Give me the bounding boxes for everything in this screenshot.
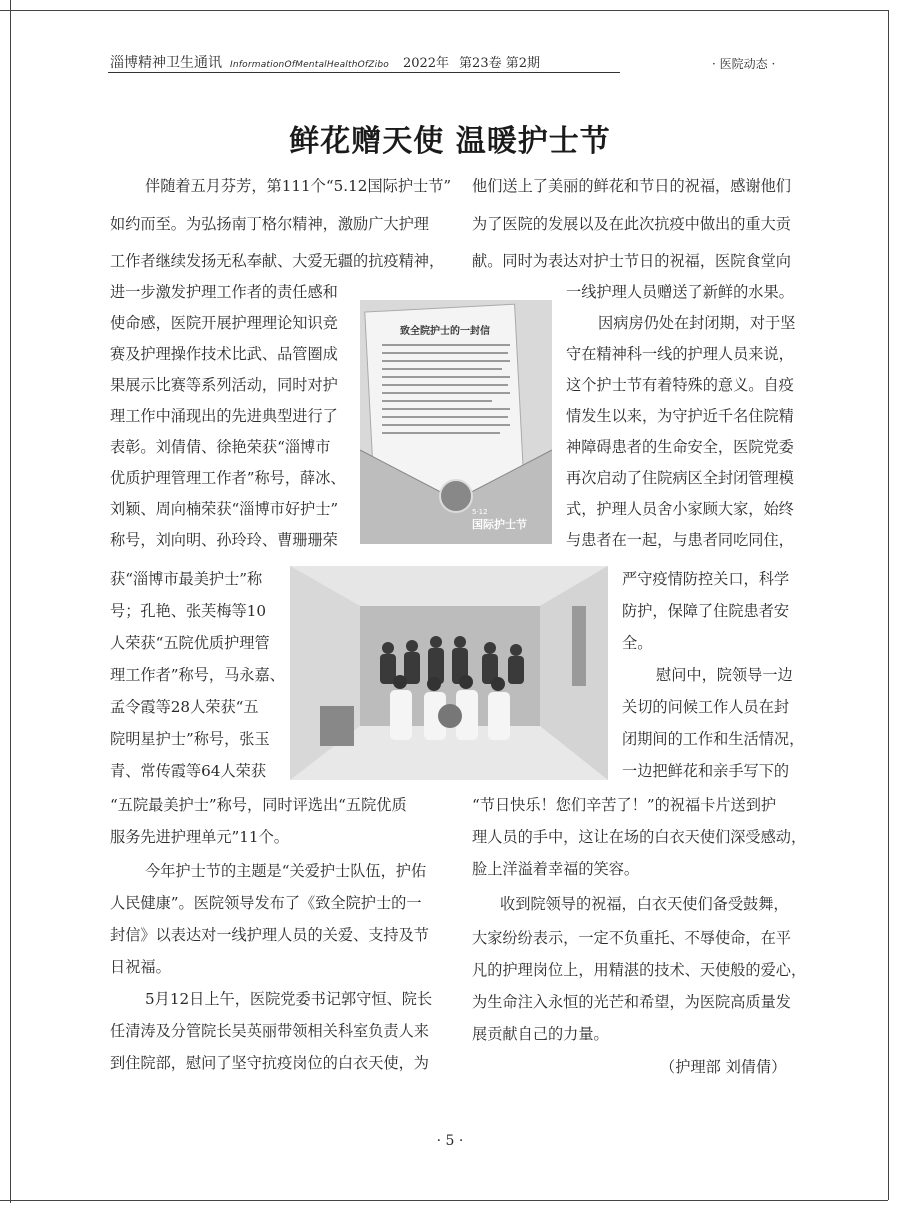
body-line: 如约而至。为弘扬南丁格尔精神，激励广大护理: [110, 215, 429, 233]
body-line: 大家纷纷表示，一定不负重托、不辱使命，在平: [472, 929, 791, 947]
body-line: 青、常传霞等64人荣获: [110, 762, 267, 780]
journal-volume-issue: 第23卷 第2期: [459, 56, 540, 71]
body-line: 称号，刘向明、孙玲玲、曹珊珊荣: [110, 531, 338, 549]
body-line: 展贡献自己的力量。: [472, 1025, 609, 1043]
body-line: 这个护士节有着特殊的意义。自疫: [566, 376, 794, 394]
body-line: 孟令霞等28人荣获“五: [110, 698, 259, 716]
body-line: 与患者在一起，与患者同吃同住，: [566, 531, 794, 549]
body-line: 式，护理人员舍小家顾大家，始终: [566, 500, 794, 518]
body-line: 因病房仍处在封闭期，对于坚: [598, 314, 796, 332]
flower-bouquet: [438, 704, 462, 728]
body-line: 严守疫情防控关口，科学: [622, 570, 790, 588]
body-line: 为生命注入永恒的光芒和希望，为医院高质量发: [472, 993, 791, 1011]
letter-heading: 致全院护士的一封信: [400, 326, 490, 337]
body-line: 5月12日上午，医院党委书记郭守恒、院长: [145, 990, 433, 1008]
header-rule: [108, 72, 620, 73]
body-line: 收到院领导的祝福，白衣天使们备受鼓舞，: [500, 895, 789, 913]
body-line: 进一步激发护理工作者的责任感和: [110, 283, 338, 301]
body-line: 凡的护理岗位上，用精湛的技术、天使般的爱心，: [472, 961, 807, 979]
page-border-left: [10, 0, 11, 1203]
page-number: · 5 ·: [436, 1133, 464, 1149]
body-line: 理工作者”称号，马永嘉、: [110, 666, 285, 684]
body-line: 服务先进护理单元”11个。: [110, 828, 289, 846]
body-line: 到住院部，慰问了坚守抗疫岗位的白衣天使，为: [110, 1054, 429, 1072]
body-line: 他们送上了美丽的鲜花和节日的祝福，感谢他们: [472, 177, 791, 195]
body-line: 人荣获“五院优质护理管: [110, 634, 270, 652]
body-line: 赛及护理操作技术比武、品管圈成: [110, 345, 338, 363]
body-line: 情发生以来，为守护近千名住院精: [566, 407, 794, 425]
body-line: 全。: [622, 634, 653, 652]
author-credit: （护理部 刘倩倩）: [660, 1058, 787, 1076]
letter-image: [360, 300, 552, 544]
body-line: 防护，保障了住院患者安: [622, 602, 790, 620]
page-border-right: [888, 10, 889, 1200]
page-border-top: [0, 10, 888, 11]
journal-title: 淄博精神卫生通讯: [110, 55, 222, 71]
body-line: 果展示比赛等系列活动，同时对护: [110, 376, 338, 394]
body-line: 刘颖、周向楠荣获“淄博市好护士”: [110, 500, 339, 518]
article-title: 鲜花赠天使 温暖护士节: [289, 124, 611, 159]
body-line: 工作者继续发扬无私奉献、大爱无疆的抗疫精神，: [110, 252, 445, 270]
section-label: · 医院动态 ·: [712, 57, 776, 71]
body-line: 今年护士节的主题是“关爱护士队伍，护佑: [145, 862, 427, 880]
body-line: 人民健康”。医院领导发布了《致全院护士的一: [110, 894, 422, 912]
body-line: 为了医院的发展以及在此次抗疫中做出的重大贡: [472, 215, 791, 233]
body-line: 优质护理管理工作者”称号，薛冰、: [110, 469, 346, 487]
body-line: 再次启动了住院病区全封闭管理模: [566, 469, 794, 487]
letter-date-label: 5·12: [472, 508, 488, 516]
body-line: “五院最美护士”称号，同时评选出“五院优质: [110, 796, 407, 814]
body-line: 神障碍患者的生命安全，医院党委: [566, 438, 794, 456]
body-line: 任清涛及分管院长吴英丽带领相关科室负责人来: [110, 1022, 429, 1040]
running-header: [110, 52, 540, 72]
body-line: “节日快乐！您们辛苦了！”的祝福卡片送到护: [472, 796, 777, 814]
body-line: 表彰。刘倩倩、徐艳荣获“淄博市: [110, 438, 331, 456]
page-border-bottom: [0, 1200, 888, 1201]
body-line: 守在精神科一线的护理人员来说，: [566, 345, 794, 363]
body-line: 一线护理人员赠送了新鲜的水果。: [566, 283, 794, 301]
letter-caption: 国际护士节: [472, 518, 527, 531]
body-line: 号；孔艳、张芙梅等10: [110, 602, 267, 620]
group-photo: [290, 566, 608, 780]
body-line: 献。同时为表达对护士节日的祝福，医院食堂向: [472, 252, 791, 270]
journal-english-title: InformationOfMentalHealthOfZibo: [230, 60, 389, 70]
body-line: 院明星护士”称号，张玉: [110, 730, 270, 748]
body-line: 一边把鲜花和亲手写下的: [622, 762, 790, 780]
body-line: 使命感，医院开展护理理论知识竞: [110, 314, 338, 332]
body-line: 日祝福。: [110, 958, 171, 976]
body-line: 封信》以表达对一线护理人员的关爱、支持及节: [110, 926, 429, 944]
seal-icon: [440, 480, 472, 512]
body-line: 闭期间的工作和生活情况，: [622, 730, 805, 748]
body-line: 伴随着五月芬芳，第111个“5.12国际护士节”: [145, 177, 452, 195]
journal-year: 2022年: [402, 56, 450, 71]
body-line: 理工作中涌现出的先进典型进行了: [110, 407, 338, 425]
body-line: 脸上洋溢着幸福的笑容。: [472, 860, 640, 878]
body-line: 获“淄博市最美护士”称: [110, 570, 263, 588]
body-line: 理人员的手中，这让在场的白衣天使们深受感动，: [472, 828, 807, 846]
body-line: 慰问中，院领导一边: [656, 666, 793, 684]
body-line: 关切的问候工作人员在封: [622, 698, 790, 716]
